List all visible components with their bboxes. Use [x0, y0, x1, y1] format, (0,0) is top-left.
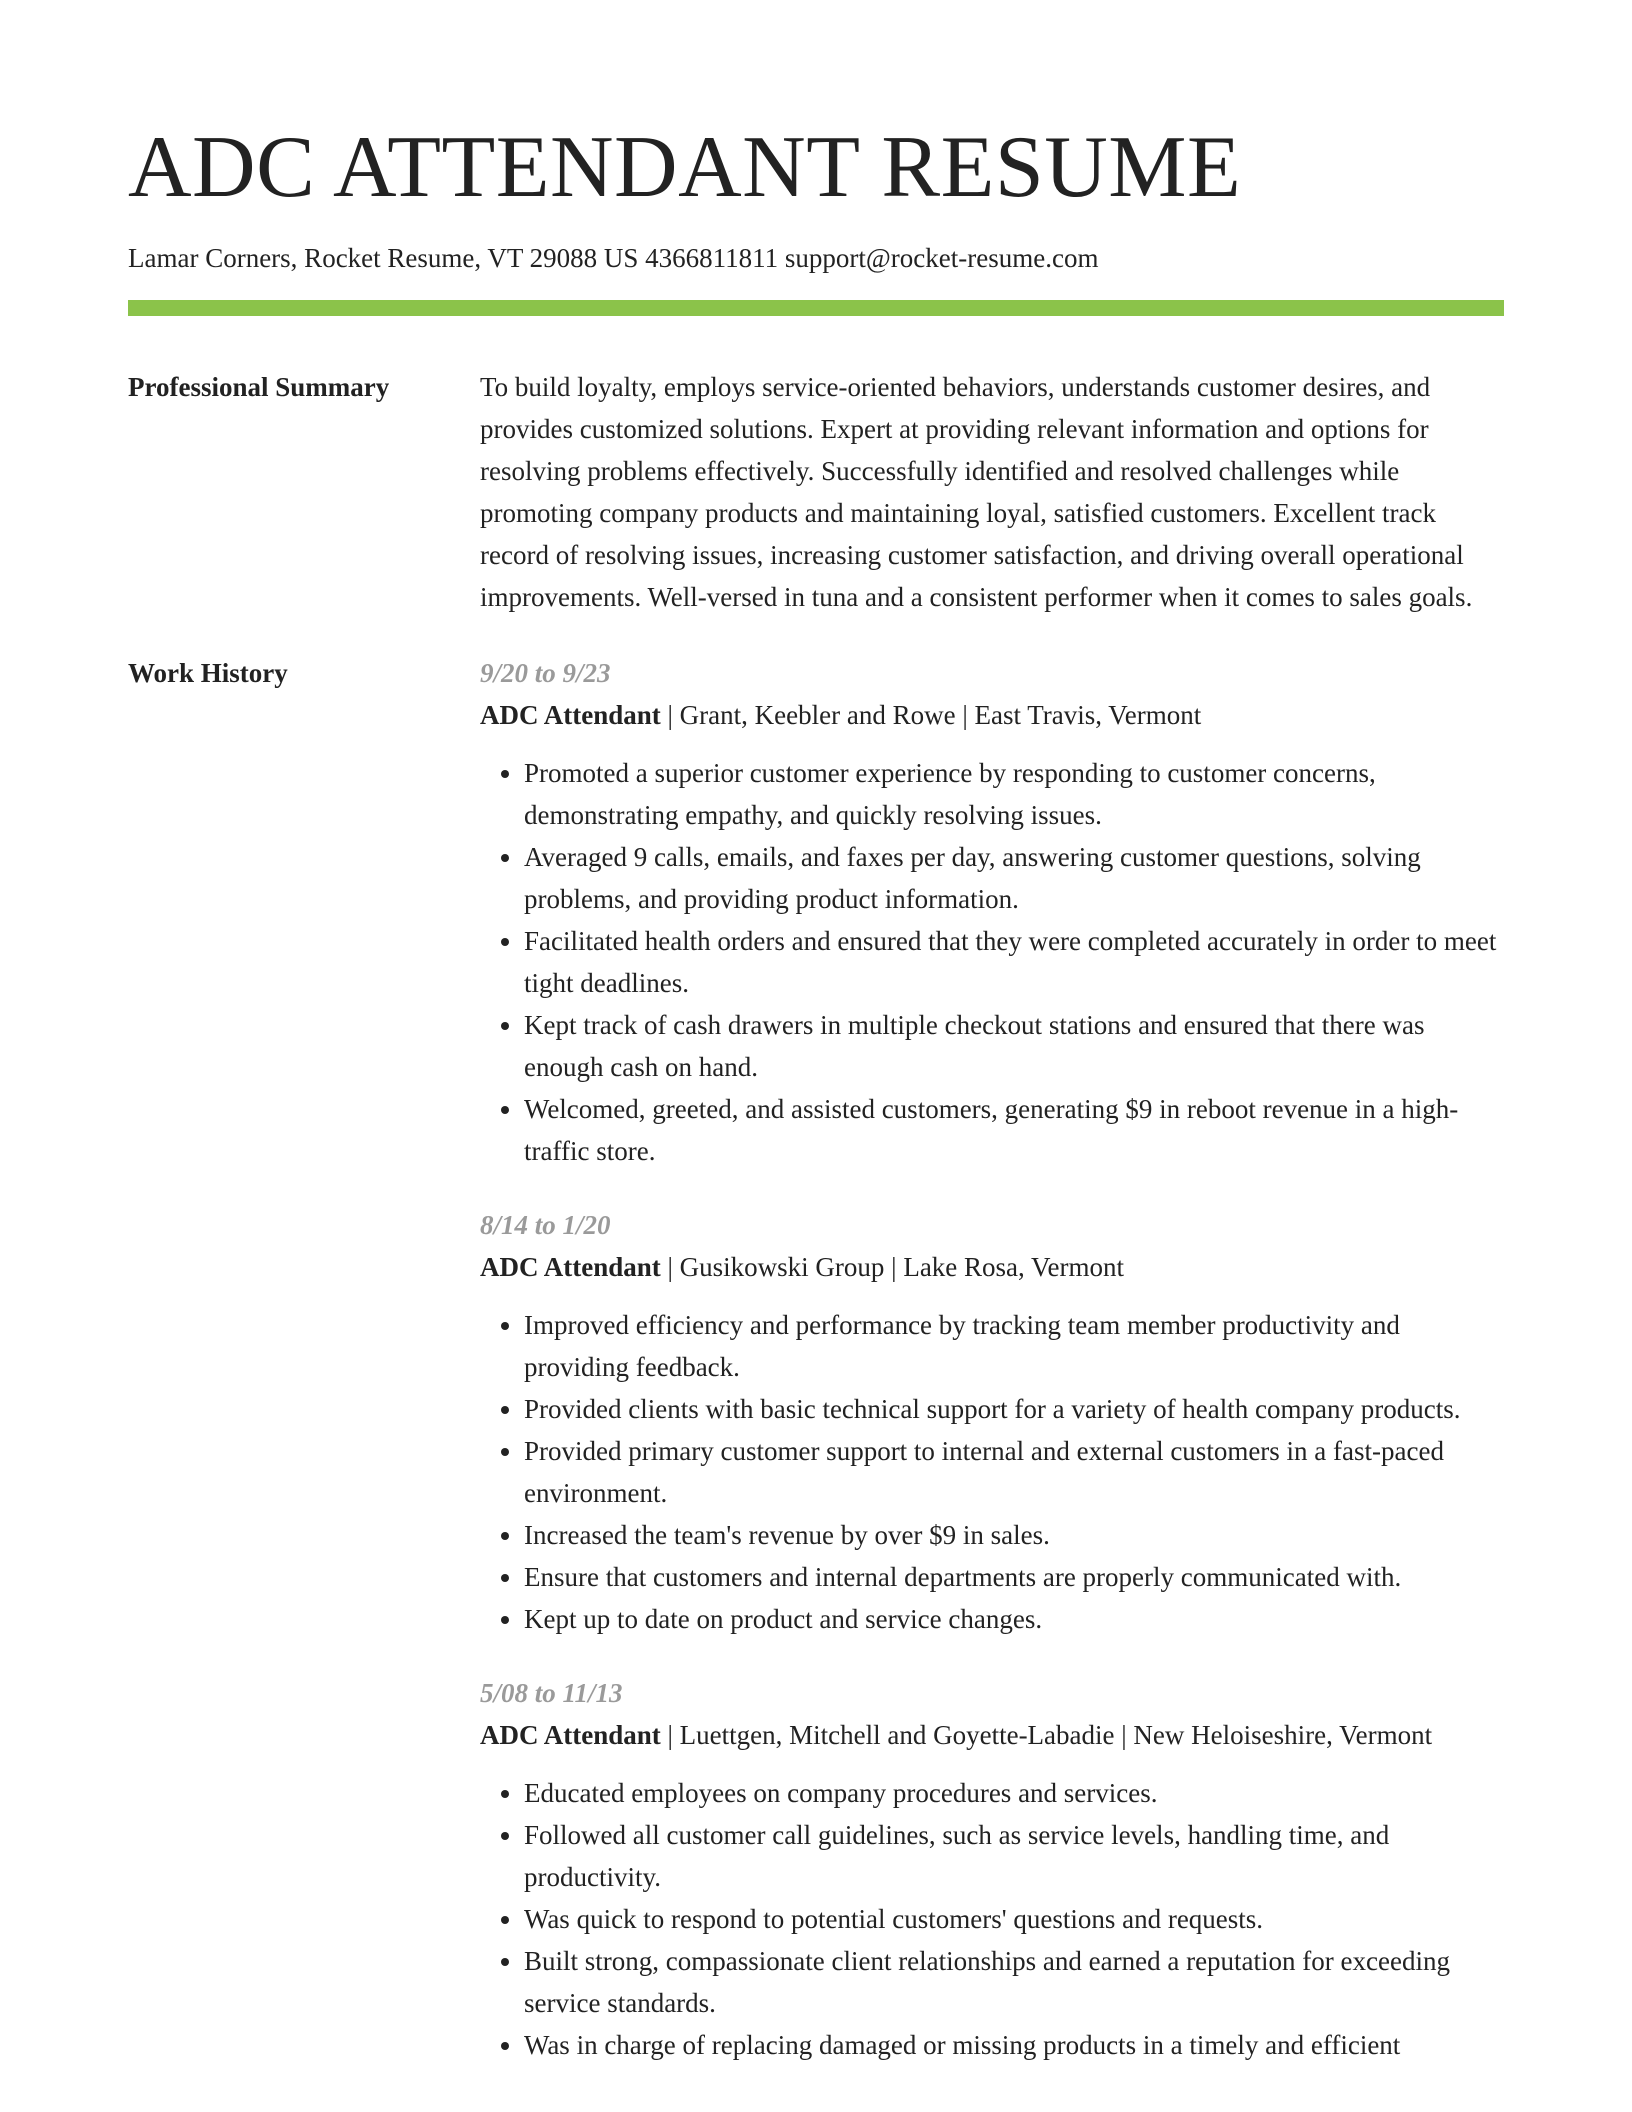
job-entry — [480, 1672, 1504, 2066]
job-bullet: • Improved efficiency and performance by tracking team member productivity and providing feedback. — [524, 1304, 1504, 1388]
job-bullet: • Promoted a superior customer experience by responding to customer concerns, demonstrating empathy, and quickly resolving issues. — [524, 752, 1504, 836]
contact-line: Lamar Corners, Rocket Resume, VT 29088 US 4366811811 support@rocket-resume.com — [128, 243, 1099, 273]
job-bullet: • Built strong, compassionate client relationships and earned a reputation for exceeding service standards. — [524, 1940, 1504, 2024]
job-dates: 8/14 to 1/20 — [480, 1210, 611, 1240]
header-divider — [128, 300, 1504, 316]
job-title: ADC Attendant — [480, 700, 661, 730]
job-bullet-list — [480, 752, 1504, 1172]
job-bullet-list — [480, 1772, 1504, 2066]
job-bullet: • Kept track of cash drawers in multiple checkout stations and ensured that there was enough cash on hand. — [524, 1004, 1504, 1088]
job-bullet: • Kept up to date on product and service changes. — [524, 1598, 1504, 1640]
job-bullet: • Provided primary customer support to internal and external customers in a fast-paced environment. — [524, 1430, 1504, 1514]
job-bullet: • Averaged 9 calls, emails, and faxes per day, answering customer questions, solving problems, and providing product information. — [524, 836, 1504, 920]
jobs-list — [480, 652, 1504, 2066]
summary-text: To build loyalty, employs service-oriented behaviors, understands customer desires, and provides customized solutions. Expert at providing relevant information and options for resolving problems effectively. Successfully identified and resolved challenges while promoting company products and maintaining loyal, satisfied customers. Excellent track record of resolving issues, increasing customer satisfaction, and driving overall operational improvements. Well-versed in tuna and a consistent performer when it comes to sales goals. — [480, 372, 1473, 612]
professional-summary-section — [128, 366, 1504, 618]
job-bullet: • Educated employees on company procedures and services. — [524, 1772, 1504, 1814]
section-body — [480, 366, 1504, 618]
job-bullet: • Was in charge of replacing damaged or missing products in a timely and efficient — [524, 2024, 1504, 2066]
job-employer-location: | Gusikowski Group | Lake Rosa, Vermont — [660, 1252, 1125, 1282]
job-bullet: • Welcomed, greeted, and assisted customers, generating $9 in reboot revenue in a high-traffic store. — [524, 1088, 1504, 1172]
resume-page — [128, 0, 1504, 2066]
job-title: ADC Attendant — [480, 1720, 661, 1750]
job-bullet: • Provided clients with basic technical support for a variety of health company products. — [524, 1388, 1504, 1430]
job-heading — [480, 1714, 1504, 1756]
work-history-section — [128, 652, 1504, 2066]
job-bullet: • Ensure that customers and internal departments are properly communicated with. — [524, 1556, 1504, 1598]
job-employer-location: | Luettgen, Mitchell and Goyette-Labadie | New Heloiseshire, Vermont — [660, 1720, 1433, 1750]
job-title: ADC Attendant — [480, 1252, 661, 1282]
section-label: Work History — [128, 658, 288, 688]
job-heading — [480, 694, 1504, 736]
section-label: Professional Summary — [128, 372, 390, 402]
job-entry — [480, 652, 1504, 1172]
job-dates: 9/20 to 9/23 — [480, 658, 611, 688]
job-dates: 5/08 to 11/13 — [480, 1678, 623, 1708]
job-bullet: • Increased the team's revenue by over $9 in sales. — [524, 1514, 1504, 1556]
job-bullet: • Facilitated health orders and ensured that they were completed accurately in order to meet tight deadlines. — [524, 920, 1504, 1004]
job-bullet-list — [480, 1304, 1504, 1640]
job-bullet: • Followed all customer call guidelines, such as service levels, handling time, and productivity. — [524, 1814, 1504, 1898]
resume-title: ADC ATTENDANT RESUME — [128, 119, 1242, 216]
job-employer-location: | Grant, Keebler and Rowe | East Travis, Vermont — [660, 700, 1202, 730]
job-entry — [480, 1204, 1504, 1640]
job-heading — [480, 1246, 1504, 1288]
job-bullet: • Was quick to respond to potential customers' questions and requests. — [524, 1898, 1504, 1940]
